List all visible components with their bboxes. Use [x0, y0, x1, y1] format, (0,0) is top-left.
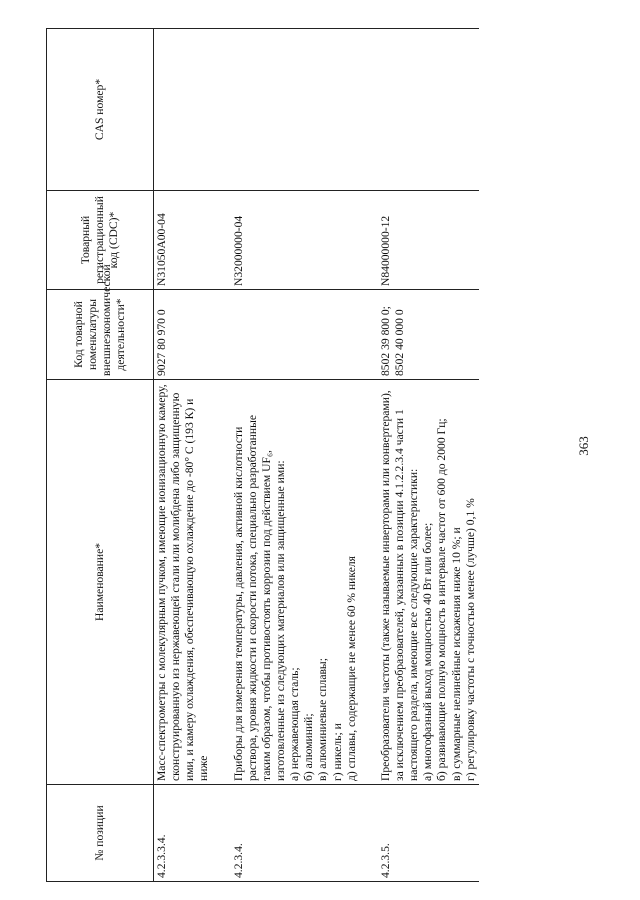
- row-cdc: N84000000-12: [378, 191, 479, 290]
- rotated-table-container: [46, 29, 563, 882]
- row-tnved: 8502 39 800 0; 8502 40 000 0: [378, 290, 479, 380]
- row-cas: [154, 29, 213, 191]
- header-cas: CAS номер*: [47, 29, 154, 191]
- description-line: а) нержавеющая сталь;: [288, 667, 302, 781]
- description-line: Преобразователи частоты (также называемые инверторами или конвертерами), за исключением преобразователей, указанных в позиции 4.1.2.2.3.4 части 1 настоящего раздела, имеющие все следующие характеристики:: [378, 390, 421, 781]
- row-cas: [231, 29, 360, 191]
- table-header-row: [47, 29, 154, 882]
- row-description: [378, 380, 479, 785]
- row-description: [231, 380, 360, 785]
- row-cdc: N32000000-04: [231, 191, 360, 290]
- table-row: [378, 29, 479, 882]
- row-cdc: N31050A00-04: [154, 191, 213, 290]
- row-tnved: [231, 290, 360, 380]
- description-line: Масс-спектрометры с молекулярным пучком, имеющие ионизационную камеру, сконструированную из нержавеющей стали или молибдена либо защищенную ими, и камеру охлаждения, обеспечивающую охлаждение до -80° С (193 К) и ниже: [155, 384, 211, 781]
- description-line: б) развивающие полную мощность в интервале частот от 600 до 2000 Гц;: [435, 418, 449, 781]
- table-row: [154, 29, 213, 882]
- description-line: в) суммарные нелинейные искажения ниже 10 %; и: [449, 527, 463, 781]
- table-row: [231, 29, 360, 882]
- row-position: 4.2.3.4.: [231, 785, 360, 882]
- description-line: а) многофазный выход мощностью 40 Вт или более;: [421, 522, 435, 781]
- description-line: б) алюминий;: [302, 713, 316, 781]
- regulation-table: [46, 28, 479, 882]
- header-cdc: Товарный регистрационный код (CDC)*: [47, 191, 154, 290]
- row-description: [154, 380, 213, 785]
- description-line: д) сплавы, содержащие не менее 60 % никеля: [344, 556, 358, 781]
- description-line: г) регулировку частоты с точностью менее (лучше) 0,1 %: [463, 498, 477, 781]
- row-position: 4.2.3.3.4.: [154, 785, 213, 882]
- page-number: 363: [575, 436, 591, 456]
- row-cas: [378, 29, 479, 191]
- row-tnved: 9027 80 970 0: [154, 290, 213, 380]
- header-tnved: Код товарной номенклатуры внешнеэкономической деятельности*: [47, 290, 154, 380]
- header-position: № позиции: [47, 785, 154, 882]
- header-name: Наименование*: [47, 380, 154, 785]
- description-line: в) алюминиевые сплавы;: [316, 658, 330, 781]
- description-line: Приборы для измерения температуры, давления, активной кислотности раствора, уровня жидкости и скорости потока, специально разработанные таким образом, чтобы противостоять коррозии под действием UF₆, изготовленные из следующих материалов или защищенные ими:: [231, 414, 287, 781]
- description-line: г) никель; и: [330, 723, 344, 781]
- row-position: 4.2.3.5.: [378, 785, 479, 882]
